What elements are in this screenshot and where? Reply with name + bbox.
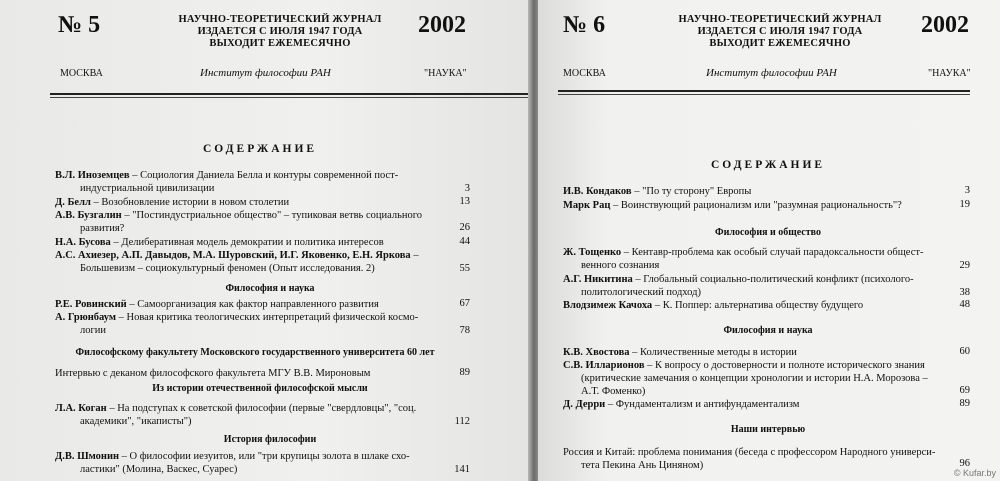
toc-entry [55,298,465,311]
institute: Институт философии РАН [706,67,837,79]
section-heading: Из истории отечественной философской мысли [152,383,368,394]
section-heading: Философия и общество [715,227,821,238]
toc-entry [55,450,475,476]
entry-page: 44 [459,236,470,247]
issue-year: 2002 [418,12,466,38]
publisher: "НАУКА" [928,68,971,79]
issue-number: № 6 [563,12,606,38]
toc-entry [55,196,465,209]
header-rule [50,97,528,98]
toc-entry [55,169,465,195]
entry-author: И.В. Кондаков [563,186,632,197]
journal-line: ИЗДАЕТСЯ С ИЮЛЯ 1947 ГОДА [197,26,363,37]
entry-title: – Возобновление истории в новом столетии [90,197,290,208]
entry-page: 78 [459,325,470,336]
watermark: © Kufar.by [953,468,996,478]
header-rule [50,93,528,95]
toc-entry [563,246,978,272]
entry-page: 69 [959,385,970,396]
toc-entry [563,199,963,212]
toc-entry [55,209,465,235]
toc-entry [55,249,475,275]
entry-title: – О философии иезуитов, или "три крупицы золота в шлаке схо- [119,451,410,462]
entry-page: 38 [959,287,970,298]
issue-year: 2002 [921,12,969,38]
entry-author: Ж. Тощенко [563,247,622,258]
entry-title: ластики" (Молина, Васкес, Суарес) [80,464,238,475]
section-heading: История философии [223,434,317,445]
header-rule [558,90,970,92]
toc-entry [563,446,983,472]
institute: Институт философии РАН [200,67,331,79]
journal-line: ВЫХОДИТ ЕЖЕМЕСЯЧНО [709,38,851,49]
entry-author: Н.А. Бусова [55,237,111,248]
entry-title: Интервью с деканом философского факультета МГУ В.В. Мироновым [55,368,371,379]
entry-title: – Самоорганизация как фактор направленного развития [126,299,379,310]
contents-title: СОДЕРЖАНИЕ [202,143,318,155]
toc-entry [55,367,465,380]
entry-title: – [410,250,419,261]
entry-page: 60 [959,346,970,357]
journal-line: НАУЧНО-ТЕОРЕТИЧЕСКИЙ ЖУРНАЛ [178,14,382,25]
entry-author: А.В. Бузгалин [55,210,122,221]
right-page [538,0,1000,481]
toc-entry [563,346,963,359]
section-heading: Философия и наука [723,325,813,336]
section-heading: Философия и наука [225,283,315,294]
entry-title: тета Пекина Ань Циняном) [581,460,704,471]
entry-page: 29 [959,260,970,271]
header-rule [558,94,970,95]
entry-page: 26 [459,222,470,233]
entry-author: Д. Белл [55,197,91,208]
entry-title: – Социология Даниела Белла и контуры современной пост- [129,170,399,181]
section-heading: Наши интервью [730,424,806,435]
entry-title: – К вопросу о достоверности и полноте исторического знания [644,360,925,371]
entry-page: 141 [454,464,470,475]
entry-author: А.С. Ахиезер, А.П. Давыдов, М.А. Шуровский, И.Г. Яковенко, Е.Н. Яркова [55,250,411,261]
toc-entry [563,359,983,398]
entry-author: Марк Рац [563,200,611,211]
entry-page: 48 [959,299,970,310]
entry-title: – "Постиндустриальное общество" – тупиковая ветвь социального [121,210,423,221]
entry-title: – Новая критика теологических интерпретаций физической космо- [116,312,419,323]
toc-entry [563,398,963,411]
entry-title: политологический подход) [581,287,701,298]
entry-title: Россия и Китай: проблема понимания (беседа с профессором Народного универси- [563,447,936,458]
journal-line: ИЗДАЕТСЯ С ИЮЛЯ 1947 ГОДА [697,26,863,37]
city: МОСКВА [563,68,606,79]
entry-page: 3 [464,183,470,194]
entry-title: А.Т. Фоменко) [581,386,646,397]
entry-page: 89 [459,367,470,378]
entry-title: – Фундаментализм и антифундаментализм [605,399,800,410]
issue-number: № 5 [58,12,101,38]
toc-entry [563,273,978,299]
entry-title: – Количественные методы в истории [629,347,797,358]
entry-page: 19 [959,199,970,210]
entry-author: С.В. Илларионов [563,360,645,371]
entry-page: 112 [454,416,470,427]
entry-author: Р.Е. Ровинский [55,299,127,310]
section-heading: Философскому факультету Московского государственного университета 60 лет [75,347,435,358]
entry-title: академики", "икаписты") [80,416,192,427]
entry-page: 89 [959,398,970,409]
toc-entry [55,236,465,249]
city: МОСКВА [60,68,103,79]
entry-page: 3 [964,185,970,196]
entry-page: 13 [459,196,470,207]
entry-title: – Кентавр-проблема как особый случай парадоксальности общест- [621,247,924,258]
entry-author: Л.А. Коган [55,403,107,414]
entry-author: А. Грюнбаум [55,312,116,323]
entry-author: Д.В. Шмонин [55,451,120,462]
entry-title: Большевизм – социокультурный феномен (Опыт исследования. 2) [80,263,375,274]
entry-title: индустриальной цивилизации [80,183,215,194]
entry-author: А.Г. Никитина [563,274,633,285]
entry-title: логии [80,325,107,336]
toc-entry [55,311,465,337]
toc-entry [563,185,963,198]
entry-page: 67 [459,298,470,309]
entry-author: Д. Дерри [563,399,606,410]
journal-line: НАУЧНО-ТЕОРЕТИЧЕСКИЙ ЖУРНАЛ [678,14,882,25]
entry-title: – На подступах к советской философии (первые "свердловцы", "соц. [106,403,417,414]
entry-author: К.В. Хвостова [563,347,630,358]
journal-info [170,14,390,50]
entry-page: 55 [459,263,470,274]
entry-title: – "По ту сторону" Европы [631,186,752,197]
entry-title: – К. Поппер: альтернатива обществу будущего [652,300,864,311]
entry-author: Влодзимеж Качоха [563,300,653,311]
entry-author: В.Л. Иноземцев [55,170,130,181]
toc-entry [563,299,963,312]
toc-entry [55,402,475,428]
entry-title: – Воинствующий рационализм или "разумная рациональность"? [610,200,902,211]
journal-line: ВЫХОДИТ ЕЖЕМЕСЯЧНО [209,38,351,49]
journal-info [670,14,890,50]
entry-title: развития? [80,223,125,234]
entry-title: венного сознания [581,260,660,271]
contents-title: СОДЕРЖАНИЕ [710,159,826,171]
entry-page: 96 [959,458,970,469]
entry-title: – Делиберативная модель демократии и политика интересов [110,237,384,248]
entry-title: (критические замечания о концепции хронологии и истории Н.А. Морозова – [581,373,928,384]
publisher: "НАУКА" [424,68,467,79]
entry-title: – Глобальный социально-политический конфликт (психолого- [632,274,914,285]
